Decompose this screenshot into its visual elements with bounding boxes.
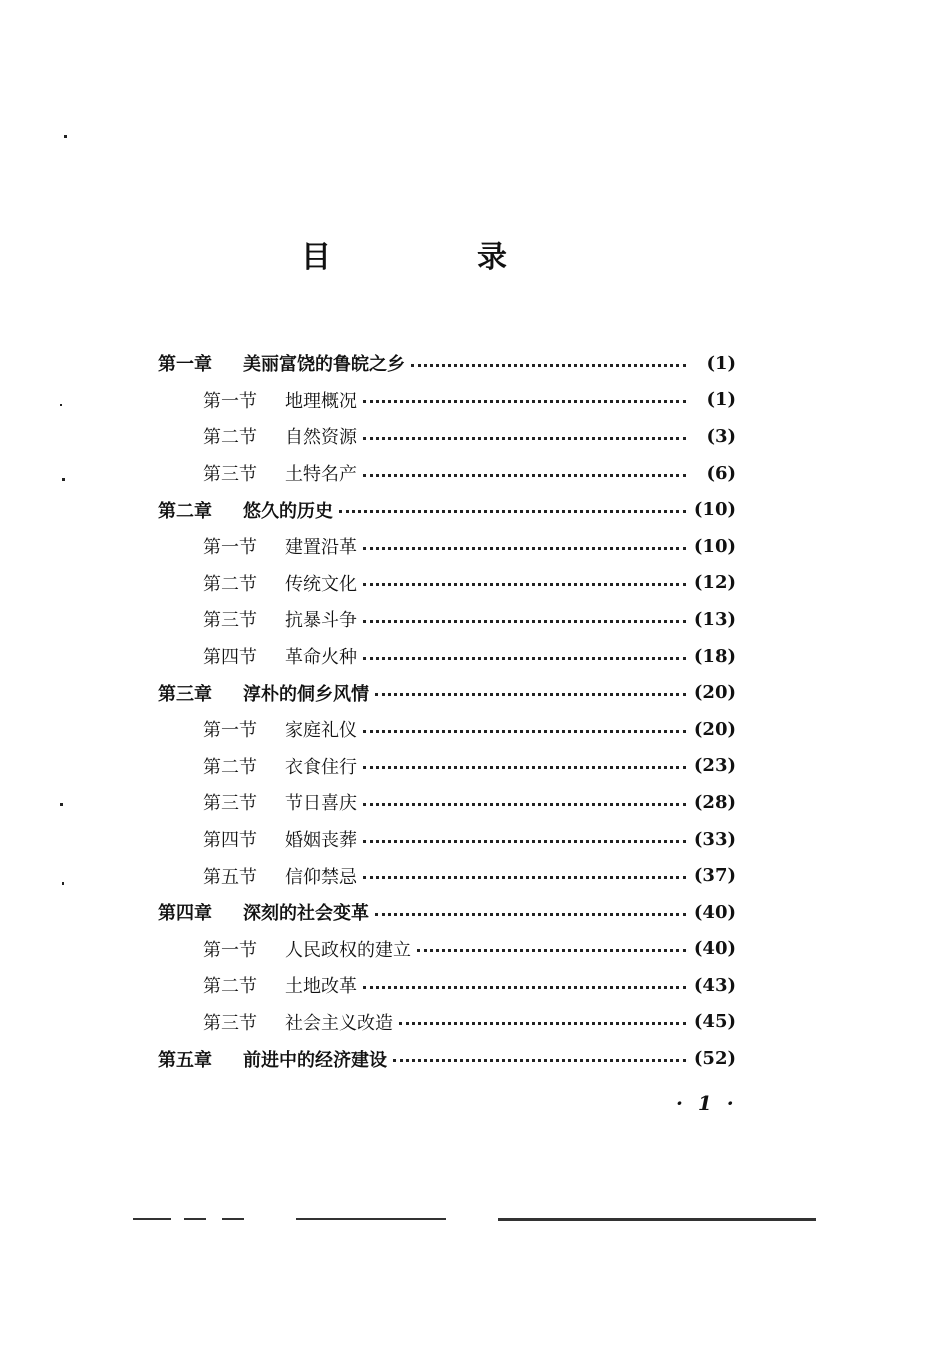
toc-entry-page: (33) bbox=[693, 828, 736, 850]
dot-leader bbox=[363, 876, 686, 879]
scan-speck bbox=[62, 478, 65, 481]
toc-chapter-row bbox=[158, 345, 736, 382]
toc-entry-title: 地理概况 bbox=[285, 390, 357, 412]
toc-entry-title: 土地改革 bbox=[285, 976, 357, 998]
toc-entry-title: 传统文化 bbox=[285, 573, 357, 595]
dot-leader bbox=[363, 730, 686, 733]
toc-section-row bbox=[158, 857, 736, 894]
dot-leader bbox=[363, 657, 686, 660]
toc-entry-title: 婚姻丧葬 bbox=[285, 830, 357, 852]
dot-leader bbox=[363, 766, 686, 769]
toc-entry-number: 第一节 bbox=[203, 537, 257, 559]
scan-speck bbox=[60, 404, 62, 406]
scan-rule bbox=[133, 1218, 171, 1220]
dot-leader bbox=[363, 400, 686, 403]
dot-leader bbox=[363, 547, 686, 550]
toc-entry-number: 第一节 bbox=[203, 390, 257, 412]
toc-entry-page: (1) bbox=[706, 389, 736, 411]
toc-entry-title: 节日喜庆 bbox=[285, 793, 357, 815]
toc-entry-page: (40) bbox=[693, 901, 736, 923]
toc-entry-number: 第三章 bbox=[158, 683, 212, 705]
dot-leader bbox=[363, 583, 686, 586]
toc-entry-page: (37) bbox=[693, 865, 736, 887]
dot-leader bbox=[375, 693, 686, 696]
toc-entry-number: 第二节 bbox=[203, 573, 257, 595]
dot-leader bbox=[375, 913, 686, 916]
scan-rule bbox=[498, 1218, 816, 1221]
toc-entry-title: 信仰禁忌 bbox=[285, 866, 357, 888]
scan-rule bbox=[222, 1218, 244, 1220]
toc-chapter-row bbox=[158, 674, 736, 711]
toc-entry-number: 第五节 bbox=[203, 866, 257, 888]
dot-leader bbox=[399, 1022, 686, 1025]
toc-section-row bbox=[158, 967, 736, 1004]
toc-section-row bbox=[158, 638, 736, 675]
toc-entry-page: (3) bbox=[706, 425, 736, 447]
toc-entry-number: 第二节 bbox=[203, 756, 257, 778]
table-of-contents bbox=[158, 345, 736, 1077]
dot-leader bbox=[411, 364, 686, 367]
toc-entry-page: (1) bbox=[706, 352, 736, 374]
toc-entry-title: 家庭礼仪 bbox=[285, 720, 357, 742]
dot-leader bbox=[363, 474, 686, 477]
toc-entry-title: 自然资源 bbox=[285, 427, 357, 449]
scan-speck bbox=[62, 882, 64, 885]
toc-entry-page: (6) bbox=[706, 462, 736, 484]
toc-entry-title: 抗暴斗争 bbox=[285, 610, 357, 632]
toc-entry-number: 第三节 bbox=[203, 610, 257, 632]
toc-entry-number: 第三节 bbox=[203, 793, 257, 815]
dot-leader bbox=[363, 986, 686, 989]
dot-leader bbox=[393, 1059, 686, 1062]
toc-entry-page: (10) bbox=[693, 535, 736, 557]
toc-entry-page: (10) bbox=[693, 499, 736, 521]
scan-rule bbox=[184, 1218, 206, 1220]
toc-section-row bbox=[158, 382, 736, 419]
dot-leader bbox=[339, 510, 686, 513]
toc-entry-page: (12) bbox=[693, 572, 736, 594]
toc-entry-page: (43) bbox=[693, 974, 736, 996]
toc-entry-number: 第二章 bbox=[158, 500, 212, 522]
toc-entry-title: 社会主义改造 bbox=[285, 1012, 393, 1034]
toc-entry-title: 悠久的历史 bbox=[243, 500, 333, 522]
toc-entry-number: 第五章 bbox=[158, 1049, 212, 1071]
toc-chapter-row bbox=[158, 1040, 736, 1077]
toc-entry-number: 第一章 bbox=[158, 354, 212, 376]
toc-entry-page: (20) bbox=[693, 718, 736, 740]
toc-entry-number: 第一节 bbox=[203, 939, 257, 961]
toc-entry-number: 第二节 bbox=[203, 976, 257, 998]
toc-chapter-row bbox=[158, 491, 736, 528]
toc-entry-title: 土特名产 bbox=[285, 464, 357, 486]
toc-entry-number: 第三节 bbox=[203, 464, 257, 486]
toc-section-row bbox=[158, 1004, 736, 1041]
toc-entry-number: 第四章 bbox=[158, 903, 212, 925]
toc-entry-title: 革命火种 bbox=[285, 647, 357, 669]
toc-section-row bbox=[158, 565, 736, 602]
toc-section-row bbox=[158, 711, 736, 748]
toc-entry-page: (20) bbox=[693, 682, 736, 704]
dot-leader bbox=[363, 803, 686, 806]
toc-entry-page: (23) bbox=[693, 755, 736, 777]
toc-entry-number: 第三节 bbox=[203, 1012, 257, 1034]
toc-section-row bbox=[158, 528, 736, 565]
toc-entry-title: 前进中的经济建设 bbox=[243, 1049, 387, 1071]
toc-entry-page: (28) bbox=[693, 791, 736, 813]
toc-entry-title: 建置沿革 bbox=[285, 537, 357, 559]
dot-leader bbox=[417, 949, 686, 952]
toc-section-row bbox=[158, 821, 736, 858]
toc-entry-title: 衣食住行 bbox=[285, 756, 357, 778]
toc-section-row bbox=[158, 455, 736, 492]
toc-entry-number: 第一节 bbox=[203, 720, 257, 742]
toc-section-row bbox=[158, 418, 736, 455]
scan-speck bbox=[64, 135, 67, 138]
dot-leader bbox=[363, 620, 686, 623]
scan-rule bbox=[296, 1218, 446, 1220]
toc-section-row bbox=[158, 931, 736, 968]
toc-section-row bbox=[158, 748, 736, 785]
dot-leader bbox=[363, 840, 686, 843]
toc-chapter-row bbox=[158, 894, 736, 931]
toc-entry-title: 淳朴的侗乡风情 bbox=[243, 683, 369, 705]
toc-entry-page: (13) bbox=[693, 608, 736, 630]
toc-entry-number: 第四节 bbox=[203, 647, 257, 669]
page-title: 目 录 bbox=[301, 240, 565, 275]
toc-entry-number: 第二节 bbox=[203, 427, 257, 449]
page-number: · 1 · bbox=[676, 1091, 738, 1115]
toc-section-row bbox=[158, 601, 736, 638]
toc-entry-page: (18) bbox=[693, 645, 736, 667]
toc-entry-title: 深刻的社会变革 bbox=[243, 903, 369, 925]
toc-entry-title: 人民政权的建立 bbox=[285, 939, 411, 961]
dot-leader bbox=[363, 437, 686, 440]
toc-section-row bbox=[158, 784, 736, 821]
scan-speck bbox=[60, 803, 63, 806]
toc-entry-title: 美丽富饶的鲁皖之乡 bbox=[243, 354, 405, 376]
toc-entry-number: 第四节 bbox=[203, 830, 257, 852]
toc-entry-page: (40) bbox=[693, 938, 736, 960]
toc-entry-page: (52) bbox=[693, 1048, 736, 1070]
toc-entry-page: (45) bbox=[693, 1011, 736, 1033]
